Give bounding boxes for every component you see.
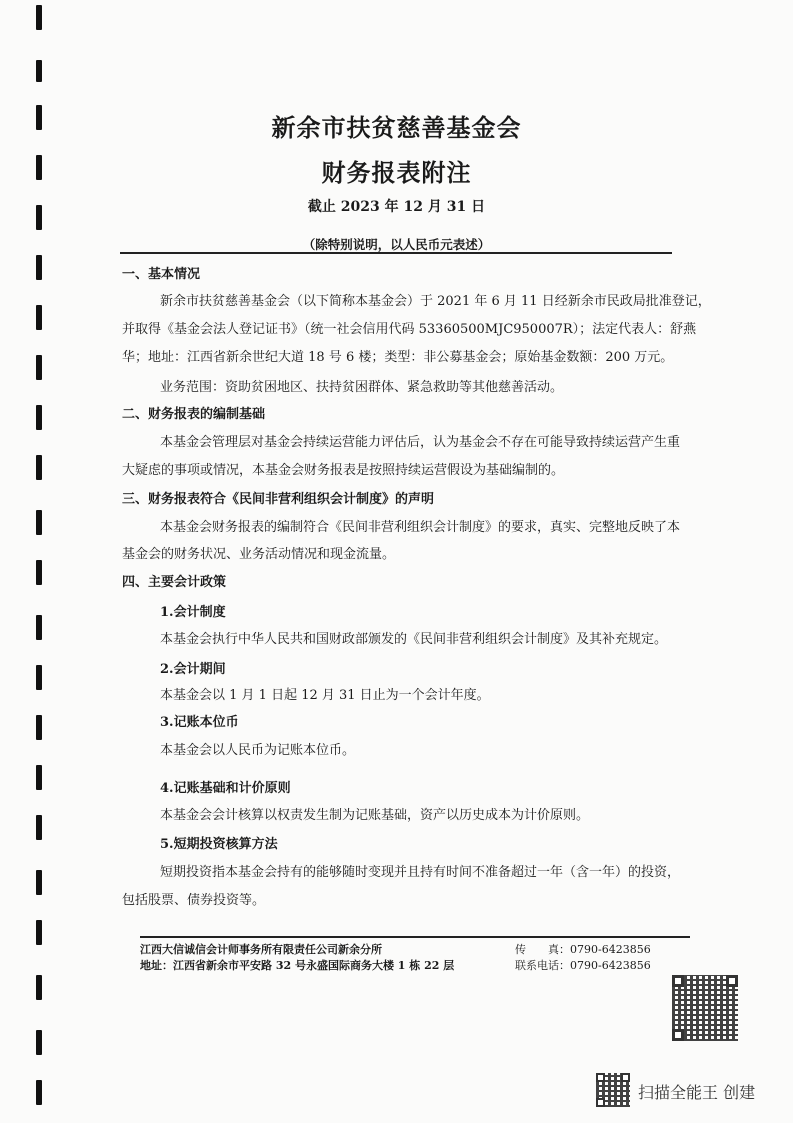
section-heading: 5.短期投资核算方法 xyxy=(160,837,278,852)
report-date: 截止 2023 年 12 月 31 日 xyxy=(307,199,486,215)
footer-divider xyxy=(140,936,690,938)
paragraph-line: 本基金会执行中华人民共和国财政部颁发的《民间非营利组织会计制度》及其补充规定。 xyxy=(160,632,668,647)
paragraph-line: 华；地址：江西省新余世纪大道 18 号 6 楼；类型：非公募基金会；原始基金数额：200 万元。 xyxy=(122,350,674,365)
section-heading: 一、基本情况 xyxy=(122,267,201,282)
watermark-qr-icon xyxy=(596,1073,630,1107)
currency-note: （除特别说明，以人民币元表述） xyxy=(302,237,491,252)
document-subtitle: 财务报表附注 xyxy=(321,158,472,187)
paragraph-line: 基金会的财务状况、业务活动情况和现金流量。 xyxy=(122,547,396,562)
section-heading: 3.记账本位币 xyxy=(160,715,239,730)
section-heading: 三、财务报表符合《民间非营利组织会计制度》的声明 xyxy=(122,492,435,507)
section-heading: 2.会计期间 xyxy=(160,662,226,677)
paragraph-line: 大疑虑的事项或情况，本基金会财务报表是按照持续运营假设为基础编制的。 xyxy=(122,463,565,478)
paragraph-line: 新余市扶贫慈善基金会（以下简称本基金会）于 2021 年 6 月 11 日经新余市民政局批准登记， xyxy=(160,294,711,309)
section-heading: 四、主要会计政策 xyxy=(122,575,227,590)
paragraph-line: 业务范围：资助贫困地区、扶持贫困群体、紧急救助等其他慈善活动。 xyxy=(160,380,564,395)
qr-code-icon xyxy=(672,975,738,1041)
footer-phone: 联系电话：0790-6423856 xyxy=(515,959,651,972)
footer-address: 地址：江西省新余市平安路 32 号永盛国际商务大楼 1 栋 22 层 xyxy=(140,959,455,972)
paragraph-line: 本基金会会计核算以权责发生制为记账基础，资产以历史成本为计价原则。 xyxy=(160,808,590,823)
footer-firm: 江西大信诚信会计师事务所有限责任公司新余分所 xyxy=(140,943,382,956)
paragraph-line: 本基金会以人民币为记账本位币。 xyxy=(160,743,356,758)
paragraph-line: 本基金会财务报表的编制符合《民间非营利组织会计制度》的要求，真实、完整地反映了本 xyxy=(160,520,681,535)
paragraph-line: 并取得《基金会法人登记证书》（统一社会信用代码 53360500MJC950007R）；法定代表人：舒燕 xyxy=(122,322,697,337)
header-divider xyxy=(120,252,672,254)
paragraph-line: 本基金会管理层对基金会持续运营能力评估后，认为基金会不存在可能导致持续运营产生重 xyxy=(160,435,681,450)
section-heading: 二、财务报表的编制基础 xyxy=(122,407,266,422)
scanner-watermark: 扫描全能王 创建 xyxy=(638,1083,756,1102)
section-heading: 4.记账基础和计价原则 xyxy=(160,781,291,796)
footer-fax: 传 真：0790-6423856 xyxy=(515,943,651,956)
paragraph-line: 包括股票、债券投资等。 xyxy=(122,893,266,908)
section-heading: 1.会计制度 xyxy=(160,605,226,620)
document-title: 新余市扶贫慈善基金会 xyxy=(271,113,522,142)
paragraph-line: 短期投资指本基金会持有的能够随时变现并且持有时间不准备超过一年（含一年）的投资， xyxy=(160,865,681,880)
paragraph-line: 本基金会以 1 月 1 日起 12 月 31 日止为一个会计年度。 xyxy=(160,688,490,703)
